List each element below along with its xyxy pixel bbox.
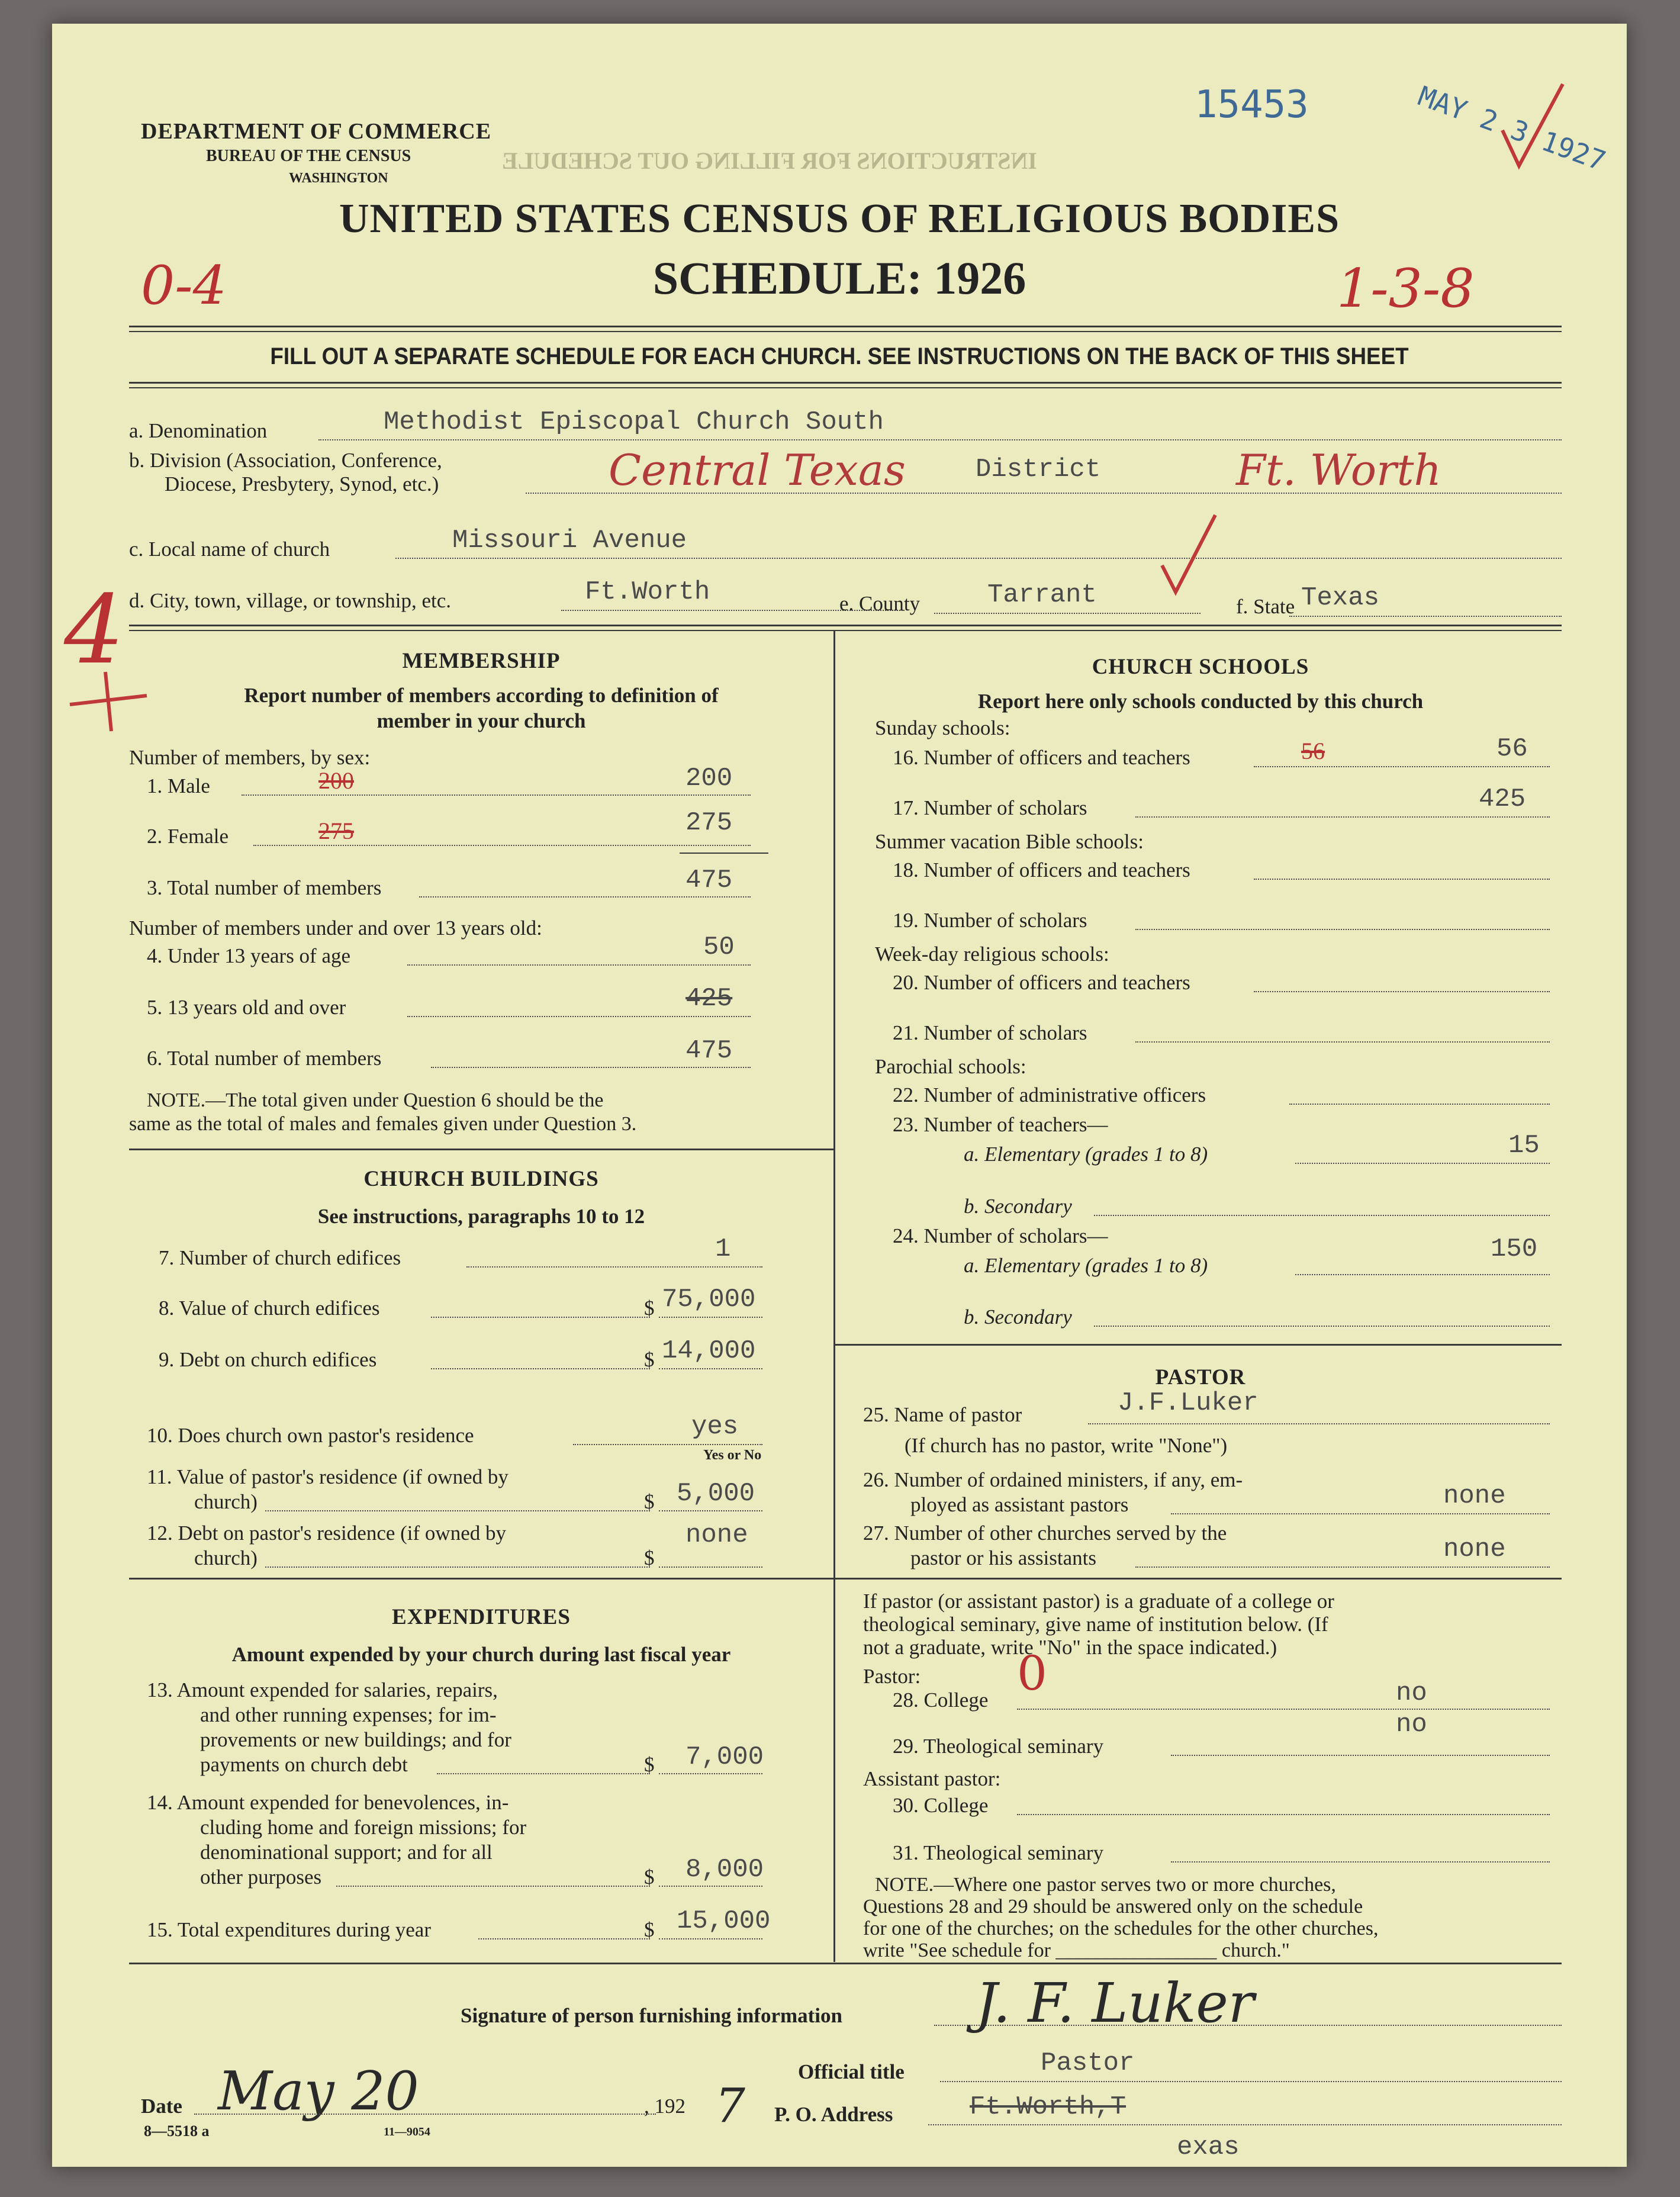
q14-label-3: denominational support; and for all bbox=[200, 1841, 493, 1864]
header-rule-top bbox=[129, 326, 1562, 327]
pastor-note-4: write "See schedule for ________________ church." bbox=[863, 1939, 1290, 1961]
district-label: District bbox=[976, 455, 1101, 484]
q12-label-1: 12. Debt on pastor's residence (if owned by bbox=[147, 1522, 506, 1545]
q26-value: none bbox=[1443, 1481, 1506, 1511]
q5-over13-value: 425 bbox=[685, 984, 733, 1014]
q4-under13-label: 4. Under 13 years of age bbox=[147, 944, 351, 967]
q27-label-2: pastor or his assistants bbox=[910, 1546, 1097, 1569]
buildings-bottom-rule bbox=[129, 1578, 833, 1580]
membership-note-1: NOTE.—The total given under Question 6 should be the bbox=[147, 1089, 604, 1111]
form-title: UNITED STATES CENSUS OF RELIGIOUS BODIES bbox=[339, 196, 1340, 242]
q15-line bbox=[478, 1938, 650, 1939]
city-value: Ft.Worth bbox=[585, 577, 710, 607]
section-top-rule bbox=[129, 625, 1562, 626]
q7-line bbox=[466, 1266, 762, 1268]
q10-label: 10. Does church own pastor's residence bbox=[147, 1424, 474, 1447]
print-number: 11—9054 bbox=[384, 2125, 430, 2138]
members-by-age-label: Number of members under and over 13 years old: bbox=[129, 916, 542, 940]
q21-line bbox=[1135, 1041, 1550, 1043]
q1-male-label: 1. Male bbox=[147, 774, 210, 797]
pastor-note-2: Questions 28 and 29 should be answered only on the schedule bbox=[863, 1896, 1363, 1918]
q28-line bbox=[1017, 1709, 1550, 1710]
q5-over13-label: 5. 13 years old and over bbox=[147, 996, 346, 1019]
q17-label: 17. Number of scholars bbox=[893, 796, 1087, 819]
pastor-subheading: Pastor: bbox=[863, 1665, 921, 1688]
denomination-value: Methodist Episcopal Church South bbox=[384, 407, 884, 437]
q27-line bbox=[1135, 1566, 1550, 1568]
division-value: Central Texas bbox=[609, 445, 906, 495]
column-divider bbox=[833, 630, 835, 1962]
date-value: May 20 bbox=[218, 2060, 419, 2122]
q21-label: 21. Number of scholars bbox=[893, 1021, 1087, 1044]
q6-total-value: 475 bbox=[685, 1036, 733, 1066]
po-address-label: P. O. Address bbox=[774, 2103, 893, 2126]
county-label: e. County bbox=[839, 592, 921, 615]
q4-under13-value: 50 bbox=[703, 932, 735, 962]
q19-line bbox=[1135, 929, 1550, 930]
q12-value-line bbox=[659, 1566, 762, 1568]
q18-line bbox=[1254, 879, 1550, 880]
q11-line bbox=[265, 1510, 650, 1511]
q1-male-value: 200 bbox=[685, 764, 733, 793]
bureau-heading: BUREAU OF THE CENSUS bbox=[206, 147, 411, 165]
q9-line bbox=[431, 1368, 650, 1369]
official-title-label: Official title bbox=[798, 2060, 905, 2083]
q20-label: 20. Number of officers and teachers bbox=[893, 971, 1190, 994]
margin-mark: 4 bbox=[64, 574, 124, 685]
q27-value: none bbox=[1443, 1535, 1506, 1564]
q2-sum-rule bbox=[680, 853, 768, 854]
q25-line bbox=[1088, 1423, 1550, 1424]
membership-title: MEMBERSHIP bbox=[402, 649, 561, 673]
columns-bottom-rule bbox=[129, 1963, 1562, 1964]
q16-line bbox=[1254, 766, 1550, 767]
q13-label-3: provements or new buildings; and for bbox=[200, 1728, 511, 1751]
q29-value: no bbox=[1396, 1710, 1427, 1739]
buildings-title: CHURCH BUILDINGS bbox=[363, 1167, 599, 1191]
q26-label-1: 26. Number of ordained ministers, if any, em- bbox=[863, 1468, 1243, 1491]
denomination-line bbox=[318, 439, 1562, 440]
q9-value: 14,000 bbox=[662, 1336, 756, 1366]
q11-label-2: church) bbox=[194, 1490, 258, 1513]
header-rule-bottom-2 bbox=[129, 387, 1562, 388]
graduate-instruction-3: not a graduate, write "No" in the space indicated.) bbox=[863, 1636, 1277, 1659]
q13-label-2: and other running expenses; for im- bbox=[200, 1703, 497, 1726]
q22-line bbox=[1289, 1104, 1550, 1105]
q25-label: 25. Name of pastor bbox=[863, 1403, 1022, 1426]
q26-label-2: ployed as assistant pastors bbox=[910, 1493, 1129, 1516]
schools-subtitle: Report here only schools conducted by this church bbox=[977, 690, 1424, 713]
q2-line bbox=[253, 845, 751, 846]
q8-label: 8. Value of church edifices bbox=[159, 1297, 380, 1320]
q19-label: 19. Number of scholars bbox=[893, 909, 1087, 932]
membership-note-2: same as the total of males and females given under Question 3. bbox=[129, 1113, 637, 1135]
q30-label: 30. College bbox=[893, 1794, 989, 1817]
q14-line bbox=[336, 1886, 650, 1887]
local-name-label: c. Local name of church bbox=[129, 538, 330, 561]
q27-label-1: 27. Number of other churches served by the bbox=[863, 1522, 1227, 1545]
graduate-instruction-2: theological seminary, give name of institution below. (If bbox=[863, 1613, 1328, 1636]
membership-subtitle-2: member in your church bbox=[376, 709, 586, 732]
header-rule-bottom bbox=[129, 382, 1562, 384]
q13-line bbox=[437, 1773, 650, 1774]
bleed-through-heading: INSTRUCTIONS FOR FILLING OUT SCHEDULE bbox=[502, 147, 1037, 174]
q23b-line bbox=[1094, 1215, 1550, 1216]
received-date-stamp: MAY 2 3 1927 bbox=[1414, 79, 1610, 178]
margin-code-left: 0-4 bbox=[141, 255, 227, 317]
city-heading: WASHINGTON bbox=[289, 171, 388, 186]
date-line bbox=[194, 2114, 656, 2115]
q28-value: no bbox=[1396, 1678, 1427, 1708]
separate-schedule-instruction: FILL OUT A SEPARATE SCHEDULE FOR EACH CHURCH. SEE INSTRUCTIONS ON THE BACK OF THIS SHEET bbox=[270, 343, 1409, 369]
q16-label: 16. Number of officers and teachers bbox=[893, 746, 1190, 769]
q11-dollar: $ bbox=[644, 1490, 655, 1513]
pastor-note-1: NOTE.—Where one pastor serves two or more churches, bbox=[875, 1874, 1336, 1896]
q2-female-value: 275 bbox=[685, 808, 733, 838]
date-label: Date bbox=[141, 2095, 182, 2118]
expenditures-subtitle: Amount expended by your church during last fiscal year bbox=[231, 1643, 731, 1666]
q24b-line bbox=[1094, 1326, 1550, 1327]
district-value: Ft. Worth bbox=[1236, 445, 1441, 495]
q2-female-label: 2. Female bbox=[147, 825, 229, 848]
q3-total-value: 475 bbox=[685, 866, 733, 895]
q31-label: 31. Theological seminary bbox=[893, 1841, 1104, 1864]
sunday-schools-label: Sunday schools: bbox=[875, 716, 1010, 739]
schools-bottom-rule bbox=[833, 1344, 1562, 1346]
q14-label-4: other purposes bbox=[200, 1865, 322, 1889]
q11-value-line bbox=[659, 1510, 762, 1511]
q14-value-line bbox=[659, 1886, 762, 1887]
q17-line bbox=[1135, 816, 1550, 818]
q24b-label: b. Secondary bbox=[964, 1305, 1072, 1329]
state-label: f. State bbox=[1236, 595, 1295, 618]
q3-line bbox=[419, 896, 751, 898]
pastor-title: PASTOR bbox=[1155, 1365, 1246, 1389]
official-title-line bbox=[940, 2081, 1562, 2082]
q4-line bbox=[407, 964, 751, 966]
county-value: Tarrant bbox=[987, 580, 1097, 610]
graduate-instruction-1: If pastor (or assistant pastor) is a graduate of a college or bbox=[863, 1590, 1334, 1613]
file-number-stamp: 15453 bbox=[1195, 83, 1309, 127]
q9-dollar: $ bbox=[644, 1348, 655, 1371]
q20-line bbox=[1254, 991, 1550, 992]
q25-value: J.F.Luker bbox=[1118, 1388, 1259, 1418]
q16-value: 56 bbox=[1496, 734, 1528, 764]
q1-struck-value: 200 bbox=[318, 767, 354, 794]
membership-subtitle-1: Report number of members according to definition of bbox=[244, 684, 719, 707]
signature: J. F. Luker bbox=[976, 1971, 1254, 2035]
q12-label-2: church) bbox=[194, 1546, 258, 1569]
denomination-label: a. Denomination bbox=[129, 419, 268, 442]
q14-dollar: $ bbox=[644, 1865, 655, 1889]
signature-label: Signature of person furnishing information bbox=[461, 2004, 842, 2027]
weekday-schools-label: Week-day religious schools: bbox=[875, 943, 1109, 966]
city-label: d. City, town, village, or township, etc. bbox=[129, 589, 452, 612]
section-top-rule-2 bbox=[129, 630, 1562, 631]
local-name-value: Missouri Avenue bbox=[452, 526, 687, 555]
q8-line bbox=[431, 1317, 650, 1318]
q13-value-line bbox=[659, 1773, 762, 1774]
po-address-value: Ft.Worth,T bbox=[970, 2092, 1127, 2122]
header-rule-top-2 bbox=[129, 331, 1562, 332]
q15-label: 15. Total expenditures during year bbox=[147, 1918, 431, 1941]
q22-label: 22. Number of administrative officers bbox=[893, 1083, 1206, 1106]
census-schedule-sheet bbox=[52, 24, 1627, 2167]
q9-label: 9. Debt on church edifices bbox=[159, 1348, 377, 1371]
q14-label-2: cluding home and foreign missions; for bbox=[200, 1816, 527, 1839]
college-mark: 0 bbox=[1017, 1646, 1047, 1701]
pastor-divider-rule bbox=[833, 1578, 1562, 1580]
q6-line bbox=[431, 1067, 751, 1068]
q14-label-1: 14. Amount expended for benevolences, in- bbox=[147, 1791, 509, 1814]
q8-dollar: $ bbox=[644, 1297, 655, 1320]
po-address-continuation: exas bbox=[1177, 2132, 1240, 2162]
q30-line bbox=[1017, 1814, 1550, 1815]
parochial-schools-label: Parochial schools: bbox=[875, 1055, 1026, 1078]
q12-line bbox=[265, 1566, 650, 1568]
q24a-value: 150 bbox=[1491, 1234, 1538, 1264]
division-label-1: b. Division (Association, Conference, bbox=[129, 449, 442, 472]
q2-struck-value: 275 bbox=[318, 818, 354, 844]
q23b-label: b. Secondary bbox=[964, 1195, 1072, 1218]
check-mark-icon bbox=[1153, 509, 1224, 598]
q15-value: 15,000 bbox=[677, 1906, 771, 1936]
members-by-sex-label: Number of members, by sex: bbox=[129, 746, 371, 769]
yes-no-caption: Yes or No bbox=[703, 1447, 762, 1463]
q6-total-label: 6. Total number of members bbox=[147, 1047, 382, 1070]
state-line bbox=[1289, 616, 1562, 617]
check-mark-icon bbox=[1496, 77, 1568, 178]
q29-label: 29. Theological seminary bbox=[893, 1735, 1104, 1758]
county-line bbox=[934, 613, 1201, 614]
q9-value-line bbox=[659, 1368, 762, 1369]
q12-value: none bbox=[685, 1520, 748, 1550]
q13-dollar: $ bbox=[644, 1753, 655, 1776]
pastor-note-3: for one of the churches; on the schedules for the other churches, bbox=[863, 1918, 1379, 1939]
q8-value: 75,000 bbox=[662, 1285, 756, 1314]
po-address-line bbox=[928, 2124, 1562, 2125]
q23a-line bbox=[1295, 1163, 1550, 1164]
q18-label: 18. Number of officers and teachers bbox=[893, 858, 1190, 882]
q14-value: 8,000 bbox=[685, 1855, 764, 1884]
q23-label: 23. Number of teachers— bbox=[893, 1113, 1108, 1136]
q11-label-1: 11. Value of pastor's residence (if owned by bbox=[147, 1465, 508, 1488]
q24a-label: a. Elementary (grades 1 to 8) bbox=[964, 1254, 1208, 1277]
division-label-2: Diocese, Presbytery, Synod, etc.) bbox=[165, 472, 439, 496]
q23a-label: a. Elementary (grades 1 to 8) bbox=[964, 1143, 1208, 1166]
q24-label: 24. Number of scholars— bbox=[893, 1224, 1108, 1247]
q13-value: 7,000 bbox=[685, 1742, 764, 1772]
q12-dollar: $ bbox=[644, 1546, 655, 1569]
q15-value-line bbox=[659, 1938, 762, 1939]
q10-value: yes bbox=[691, 1412, 739, 1442]
schedule-title: SCHEDULE: 1926 bbox=[652, 252, 1026, 304]
q11-value: 5,000 bbox=[677, 1479, 755, 1508]
q24a-line bbox=[1295, 1274, 1550, 1275]
q8-value-line bbox=[659, 1317, 762, 1318]
department-heading: DEPARTMENT OF COMMERCE bbox=[141, 119, 492, 144]
q25-note: (If church has no pastor, write "None") bbox=[905, 1434, 1228, 1457]
q16-struck-value: 56 bbox=[1301, 738, 1325, 764]
margin-code-right: 1-3-8 bbox=[1337, 258, 1475, 320]
membership-bottom-rule bbox=[129, 1149, 833, 1150]
expenditures-title: EXPENDITURES bbox=[392, 1605, 571, 1629]
q5-line bbox=[407, 1016, 751, 1017]
q15-dollar: $ bbox=[644, 1918, 655, 1941]
local-name-line bbox=[395, 558, 1562, 559]
q17-value: 425 bbox=[1479, 784, 1526, 814]
q1-line bbox=[242, 794, 751, 796]
q31-line bbox=[1171, 1861, 1550, 1863]
assistant-pastor-subheading: Assistant pastor: bbox=[863, 1767, 1001, 1790]
summer-schools-label: Summer vacation Bible schools: bbox=[875, 830, 1144, 853]
buildings-subtitle: See instructions, paragraphs 10 to 12 bbox=[317, 1205, 645, 1228]
official-title-value: Pastor bbox=[1041, 2048, 1135, 2078]
q7-label: 7. Number of church edifices bbox=[159, 1246, 401, 1269]
q26-line bbox=[1171, 1513, 1550, 1514]
q13-label-1: 13. Amount expended for salaries, repairs, bbox=[147, 1678, 498, 1701]
q28-label: 28. College bbox=[893, 1688, 989, 1712]
q29-line bbox=[1171, 1755, 1550, 1756]
year-prefix: , 192 bbox=[644, 2095, 685, 2118]
schools-title: CHURCH SCHOOLS bbox=[1092, 655, 1309, 679]
q3-total-label: 3. Total number of members bbox=[147, 876, 382, 899]
q10-line bbox=[573, 1444, 762, 1445]
year-digit: 7 bbox=[715, 2078, 745, 2133]
q23a-value: 15 bbox=[1508, 1131, 1540, 1160]
q7-value: 1 bbox=[715, 1234, 731, 1264]
state-value: Texas bbox=[1301, 583, 1380, 613]
form-number: 8—5518 a bbox=[144, 2122, 210, 2140]
q13-label-4: payments on church debt bbox=[200, 1753, 408, 1776]
